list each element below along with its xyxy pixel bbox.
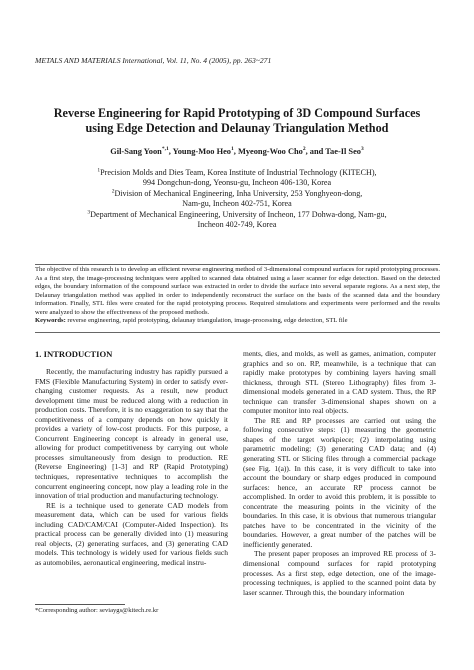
paragraph: Recently, the manufacturing industry has rapidly pursued a FMS (Flexible Manufacturing System) in order to satisfy ever-changing customer requests. As a result, new product development time must be reduced along with a reduction in production costs. Therefore, it is no exaggeration to say that the competitiveness of a company depends on how quickly it provides a variety of low-cost products. For this purpose, a Concurrent Engineering concept is already in general use, allowing for product competitiveness by carrying out whole processes simultaneously from design to production. RE (Reverse Engineering) [1-3] and RP (Rapid Prototyping) techniques, representative techniques to accomplish the concurrent engineering concept, now play a leading role in the innovation of trial production and manufacturing technology. <box>35 367 228 501</box>
abstract: The objective of this research is to develop an efficient reverse engineering method of 3-dimensional compound surfaces for rapid prototyping processes. As a first step, the image-processing techniques were applied to scanned data obtained using a laser scanner for edge detection. Based on the detected edges, the boundary information of the compound surface was extracted in order to divide the surface into several separate regions. As a next step, the Delaunay triangulation method was applied in order to independently reconstruct the surface on the basis of the scanned data and the boundary information. Finally, STL files were created for the rapid prototyping process. Required simulations and experiments were performed and the results were analyzed to show the effectiveness of the proposed methods. <box>35 266 440 316</box>
paragraph: RE is a technique used to generate CAD models from measurement data, which can be used for various fields including CAD/CAM/CAI (Computer-Aided Inspection). Its practical process can be generally divided into (1) measuring real objects, (2) generating surfaces, and (3) generating CAD models. This technology is widely used for various fields such as automobiles, aeronautical engineering, medical instru- <box>35 500 228 567</box>
affiliation-line <box>40 210 434 220</box>
author-mark: 1 <box>231 146 234 153</box>
right-column <box>243 349 436 597</box>
author-mark: 2 <box>302 146 306 153</box>
author-list <box>30 147 444 156</box>
author-separator: , and <box>305 147 326 156</box>
paragraph: The present paper proposes an improved RE process of 3-dimensional compound surfaces for rapid prototyping processes. As a first step, edge detection, one of the image-processing techniques, is applied to the scanned point data by laser scanner. Through this, the boundary information <box>243 549 436 597</box>
affiliation-line <box>40 168 434 178</box>
affiliation-text: Division of Mechanical Engineering, Inha University, 253 Yonghyeon-dong, <box>114 188 363 198</box>
affiliation-mark: 1 <box>97 167 101 174</box>
paper-title <box>30 106 444 136</box>
author-name: Gil-Sang Yoon <box>110 147 162 156</box>
keywords <box>35 317 440 326</box>
affiliations <box>40 168 434 230</box>
affiliation-line <box>40 189 434 199</box>
author-mark: *,1 <box>161 146 169 153</box>
journal-header: METALS AND MATERIALS International, Vol. 11, No. 4 (2005), pp. 263~271 <box>35 56 272 65</box>
affiliation-text: Precision Molds and Dies Team, Korea Institute of Industrial Technology (KITECH), <box>100 168 377 177</box>
affiliation-line: Incheon 402-749, Korea <box>197 220 277 230</box>
title-line-2: using Edge Detection and Delaunay Triangulation Method <box>85 121 389 135</box>
affiliation-line: 994 Dongchun-dong, Yeonsu-gu, Incheon 406-130, Korea <box>142 178 332 188</box>
left-column <box>35 367 228 567</box>
title-line-1: Reverse Engineering for Rapid Prototyping of 3D Compound Surfaces <box>53 106 421 120</box>
affiliation-mark: 2 <box>111 188 115 195</box>
author-name: Myeong-Woo Cho <box>237 147 303 156</box>
footnote: *Corresponding author: seviaygs@kitech.re.kr <box>35 607 159 614</box>
keywords-label: Keywords: <box>35 317 66 324</box>
author-separator: , <box>233 147 238 156</box>
affiliation-line: Nam-gu, Incheon 402-751, Korea <box>182 199 292 209</box>
keywords-list: reverse engineering, rapid prototyping, delaunay triangulation, image-processing, edge detection, STL file <box>65 317 348 324</box>
author-mark: 3 <box>361 146 364 153</box>
author-separator: , <box>168 147 173 156</box>
author-name: Tae-Il Seo <box>325 147 361 156</box>
section-heading: 1. INTRODUCTION <box>35 349 113 359</box>
paragraph: The RE and RP processes are carried out using the following consecutive steps: (1) measuring the geometric shapes of the target workpiece; (2) interpolating using parametric modeling; (3) generating CAD data; and (4) generating STL or Slicing files through a commercial package (see Fig. 1(a)). In this case, it is very difficult to take into account the boundary or sharp edges produced in compound surfaces: hence, an accurate RP process cannot be accomplished. In order to avoid this problem, it is possible to concentrate the measuring points in the vicinity of the boundaries. In this case, it is obvious that numerous triangular patches have to be concentrated in the vicinity of the boundaries. However, a great number of the patches will be inefficiently generated. <box>243 415 436 549</box>
affiliation-text: Department of Mechanical Engineering, University of Incheon, 177 Dohwa-dong, Nam-gu, <box>90 209 387 219</box>
affiliation-mark: 3 <box>87 208 91 215</box>
footnote-divider <box>35 604 125 605</box>
author-name: Young-Moo Heo <box>172 147 231 156</box>
paragraph: ments, dies, and molds, as well as games, animation, computer graphics and so on. RP, meanwhile, is a technique that can rapidly make prototypes by combining layers having small thickness, through STL (Stereo Lithography) files from 3-dimensional models generated in a CAD system. Thus, the RP technique can transfer 3-dimensional shapes shown on a computer monitor into real objects. <box>243 349 436 416</box>
